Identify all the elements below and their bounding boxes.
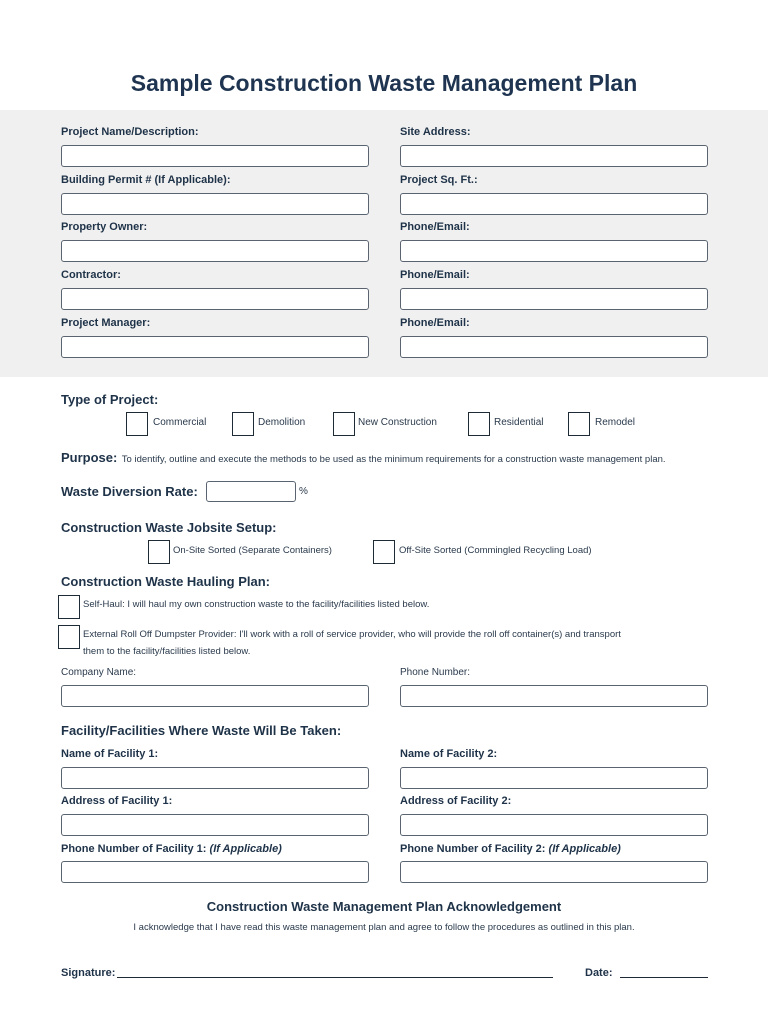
facility2-phone-label-text: Phone Number of Facility 2: — [400, 843, 546, 855]
owner-phone-email-field[interactable] — [400, 240, 708, 262]
facility2-name-label: Name of Facility 2: — [400, 748, 498, 760]
facility1-address-label: Address of Facility 1: — [61, 795, 173, 807]
project-manager-label: Project Manager: — [61, 317, 151, 329]
facility1-name-label: Name of Facility 1: — [61, 748, 159, 760]
roll-off-label-line2: them to the facility/facilities listed below. — [83, 646, 251, 657]
project-sqft-field[interactable] — [400, 193, 708, 215]
facility1-phone-label-text: Phone Number of Facility 1: — [61, 843, 207, 855]
self-haul-label: Self-Haul: I will haul my own construction waste to the facility/facilities listed below. — [83, 599, 430, 610]
facility2-name-field[interactable] — [400, 767, 708, 789]
jobsite-setup-heading: Construction Waste Jobsite Setup: — [61, 520, 277, 535]
facility1-phone-label — [61, 843, 282, 855]
off-site-sorted-label: Off-Site Sorted (Commingled Recycling Load) — [399, 545, 592, 556]
property-owner-field[interactable] — [61, 240, 369, 262]
on-site-sorted-checkbox[interactable] — [148, 540, 170, 564]
off-site-sorted-checkbox[interactable] — [373, 540, 395, 564]
contractor-phone-email-field[interactable] — [400, 288, 708, 310]
remodel-checkbox[interactable] — [568, 412, 590, 436]
hauling-plan-heading: Construction Waste Hauling Plan: — [61, 574, 270, 589]
percent-sign: % — [299, 486, 308, 497]
date-label: Date: — [585, 967, 613, 979]
self-haul-checkbox[interactable] — [58, 595, 80, 619]
building-permit-label: Building Permit # (If Applicable): — [61, 174, 231, 186]
facility2-address-field[interactable] — [400, 814, 708, 836]
signature-label: Signature: — [61, 967, 116, 979]
facility1-if-applicable: (If Applicable) — [209, 843, 282, 855]
facility1-address-field[interactable] — [61, 814, 369, 836]
new-construction-checkbox[interactable] — [333, 412, 355, 436]
acknowledgement-text: I acknowledge that I have read this waste management plan and agree to follow the procedures as outlined in this plan. — [133, 922, 635, 933]
phone-number-field[interactable] — [400, 685, 708, 707]
diversion-rate-heading: Waste Diversion Rate: — [61, 484, 198, 499]
commercial-label: Commercial — [153, 417, 207, 428]
date-line[interactable] — [620, 977, 708, 978]
company-name-label: Company Name: — [61, 667, 137, 678]
manager-phone-email-label: Phone/Email: — [400, 317, 470, 329]
site-address-field[interactable] — [400, 145, 708, 167]
facility1-phone-field[interactable] — [61, 861, 369, 883]
building-permit-field[interactable] — [61, 193, 369, 215]
facility2-phone-label — [400, 843, 621, 855]
contractor-label: Contractor: — [61, 269, 121, 281]
owner-phone-email-label: Phone/Email: — [400, 221, 470, 233]
facility2-if-applicable: (If Applicable) — [548, 843, 621, 855]
roll-off-checkbox[interactable] — [58, 625, 80, 649]
demolition-checkbox[interactable] — [232, 412, 254, 436]
manager-phone-email-field[interactable] — [400, 336, 708, 358]
company-name-field[interactable] — [61, 685, 369, 707]
site-address-label: Site Address: — [400, 126, 471, 138]
commercial-checkbox[interactable] — [126, 412, 148, 436]
page-title: Sample Construction Waste Management Plan — [130, 70, 638, 96]
acknowledgement-heading: Construction Waste Management Plan Acknowledgement — [206, 899, 562, 914]
project-manager-field[interactable] — [61, 336, 369, 358]
new-construction-label: New Construction — [358, 417, 437, 428]
facility2-address-label: Address of Facility 2: — [400, 795, 512, 807]
phone-number-label: Phone Number: — [400, 667, 471, 678]
project-name-label: Project Name/Description: — [61, 126, 199, 138]
remodel-label: Remodel — [595, 417, 636, 428]
residential-checkbox[interactable] — [468, 412, 490, 436]
contractor-phone-email-label: Phone/Email: — [400, 269, 470, 281]
purpose-text: To identify, outline and execute the methods to be used as the minimum requirements for a construction waste management plan. — [121, 454, 666, 465]
project-name-field[interactable] — [61, 145, 369, 167]
project-sqft-label: Project Sq. Ft.: — [400, 174, 478, 186]
property-owner-label: Property Owner: — [61, 221, 148, 233]
roll-off-label-line1: External Roll Off Dumpster Provider: I'll work with a roll of service provider, who will provide the roll off container(s) and transport — [83, 629, 621, 640]
on-site-sorted-label: On-Site Sorted (Separate Containers) — [173, 545, 332, 556]
facility1-name-field[interactable] — [61, 767, 369, 789]
facility2-phone-field[interactable] — [400, 861, 708, 883]
residential-label: Residential — [494, 417, 544, 428]
facilities-heading: Facility/Facilities Where Waste Will Be Taken: — [61, 723, 342, 738]
signature-line[interactable] — [117, 977, 553, 978]
contractor-field[interactable] — [61, 288, 369, 310]
purpose-row — [61, 449, 666, 467]
purpose-heading: Purpose: — [61, 450, 118, 465]
demolition-label: Demolition — [258, 417, 306, 428]
diversion-rate-field[interactable] — [206, 481, 296, 502]
project-type-heading: Type of Project: — [61, 392, 159, 407]
